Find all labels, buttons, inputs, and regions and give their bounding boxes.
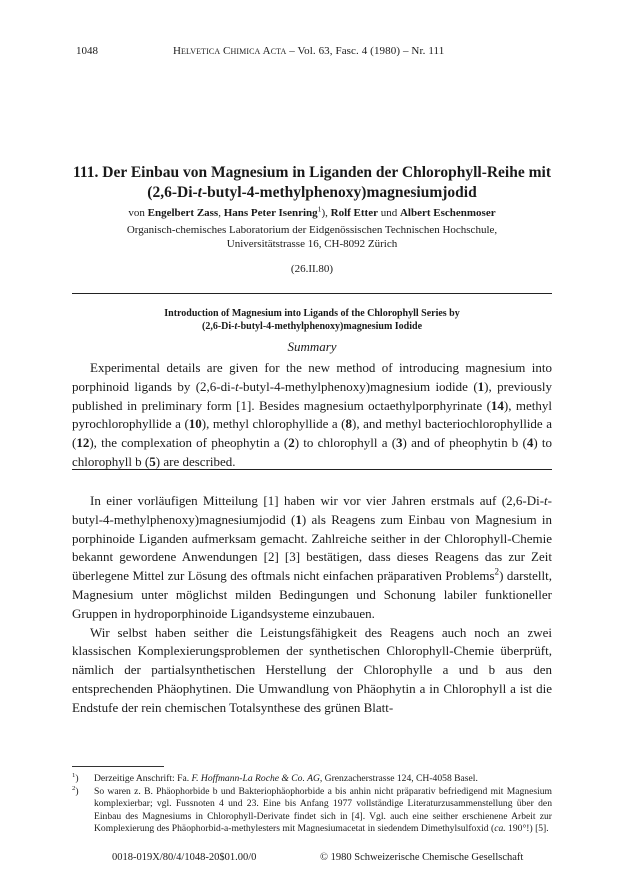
english-title-line: Introduction of Magnesium into Ligands of the Chlorophyll Series by bbox=[164, 308, 460, 319]
compound-number: 1 bbox=[295, 511, 302, 527]
page-number: 1048 bbox=[76, 45, 98, 57]
summary-run: -butyl-4-methylphenoxy)magnesium iodide ( bbox=[238, 378, 478, 394]
english-title-line bbox=[72, 320, 552, 333]
english-title-text: -butyl-4-methylphenoxy)magnesium Iodide bbox=[237, 321, 423, 332]
summary-run: ) to chlorophyll b ( bbox=[72, 435, 552, 469]
footnote-divider bbox=[72, 766, 164, 767]
received-date: (26.II.80) bbox=[290, 263, 334, 275]
summary-run: ), previously published in preliminary form [1]. Besides magnesium octaethylporphyrinate ( bbox=[72, 378, 552, 413]
article-title bbox=[72, 163, 552, 203]
title-italic: t bbox=[197, 184, 202, 201]
footnote-number: $^1$) bbox=[72, 771, 79, 784]
body-italic: t bbox=[544, 493, 548, 508]
body-run: ) als Reagens zum Einbau von Magnesium in porphinoide Liganden aufmerksam gemacht. Zahlreiche seither in der Chlorophyll-Chemie bekannt gewordene Anwendungen [2] [3] bestätigen, dass dieses Reagens das zur Zeit überlegene Mittel zur Lösung des oftmals nicht einfachen präparativen Problems bbox=[72, 511, 552, 584]
footnotes bbox=[72, 773, 552, 836]
footnote-1 bbox=[72, 773, 552, 786]
divider-bottom bbox=[72, 469, 552, 470]
compound-number: 8 bbox=[345, 416, 352, 432]
english-title-text: (2,6-Di- bbox=[201, 321, 235, 332]
summary-run: Experimental details are given for the new method of introducing magnesium into porphinoid ligands by (2,6-di- bbox=[72, 360, 552, 394]
footnote-run: Derzeitige Anschrift: Fa. bbox=[94, 773, 192, 784]
title-line-1: 111. Der Einbau von Magnesium in Liganden der Chlorophyll-Reihe mit bbox=[73, 164, 551, 181]
english-title-italic: t bbox=[234, 321, 238, 332]
summary-run: ), methyl chlorophyllide a ( bbox=[201, 416, 346, 432]
summary-run: ) are described. bbox=[155, 453, 236, 469]
author-separator: , bbox=[218, 207, 224, 219]
journal-citation bbox=[173, 45, 444, 57]
copyright-notice: © 1980 Schweizerische Chemische Gesellschaft bbox=[320, 852, 524, 863]
footnote-number: $^2$) bbox=[72, 784, 79, 797]
compound-number: 14 bbox=[490, 397, 504, 413]
title-line-2 bbox=[72, 183, 552, 203]
summary-run: ), methyl pyrochlorophyllide a ( bbox=[72, 397, 553, 432]
footnote-italic: F. Hoffmann-La Roche & Co. AG bbox=[191, 773, 320, 784]
author-separator: und bbox=[377, 207, 400, 219]
summary-run: ), and methyl bacteriochlorophyllide a ( bbox=[72, 416, 552, 451]
compound-number: 10 bbox=[188, 416, 202, 432]
title-text: (2,6-Di- bbox=[147, 184, 198, 201]
author-name: Engelbert Zass bbox=[147, 207, 219, 219]
journal-name: Helvetica Chimica Acta bbox=[173, 45, 287, 57]
body-paragraph-2: Wir selbst haben seither die Leistungsfähigkeit des Reagens auch noch an zwei klassischen Komplexierungsproblemen der synthetischen Chlorophyll-Chemie überprüft, nämlich der partialsynthetischen Herstellung der Chlorophylle a und b aus den entsprechenden Phäophytinen. Die Umwandlung von Phäophytin a in Chlorophyll a ist die Endstufe der rein chemischen Totalsynthese des grünen Blatt- bbox=[72, 624, 552, 715]
summary-text bbox=[72, 359, 552, 472]
footnote-run: So waren z. B. Phäophorbide b und Bakteriophäophorbide a bis anhin nicht präparativ befriedigend mit Magnesium komplexierbar; vgl. Fussnoten 4 und 23. Eine bis Anfang 1977 vollständige Literaturzusammenstellung über den Einbau des Magnesiums in Chlorophyll-Derivate findet sich in [4]. Vgl. auch eine seither erschienene Arbeit zur Komplexierung des Phäophorbid-a-methylesters mit Magnesiumacetat in siedendem Dimethylsulfoxid ( bbox=[94, 785, 552, 834]
summary-italic: t bbox=[235, 378, 239, 394]
journal-volume: – Vol. 63, Fasc. 4 (1980) – Nr. 111 bbox=[286, 45, 445, 57]
body-paragraph-1 bbox=[72, 492, 552, 624]
affiliation-line: Universitätstrasse 16, CH-8092 Zürich bbox=[226, 238, 398, 250]
author-name: Hans Peter Isenring bbox=[223, 207, 318, 219]
summary-run: ), the complexation of pheophytin a ( bbox=[89, 435, 289, 451]
divider-top bbox=[72, 293, 552, 294]
summary-heading: Summary bbox=[287, 339, 337, 354]
footnote-run: 190°!) [5]. bbox=[505, 823, 549, 834]
author-name: Rolf Etter bbox=[330, 207, 378, 219]
body-run: -butyl-4-methylphenoxy)magnesiumjodid ( bbox=[72, 493, 552, 527]
compound-number: 1 bbox=[477, 378, 485, 394]
body-text bbox=[72, 492, 552, 718]
compound-number: 5 bbox=[149, 453, 156, 469]
english-title bbox=[72, 307, 552, 333]
footnote-number-text: 2 bbox=[72, 784, 76, 792]
footnote-italic: ca. bbox=[494, 823, 506, 834]
body-run: ) darstellt, Magnesium unter möglichst milden Bedingungen und Schonung labiler funktioneller Gruppen in hydroporphinoide Ligandsysteme einzubauen. bbox=[72, 568, 552, 621]
affiliation bbox=[72, 223, 552, 251]
compound-number: 4 bbox=[526, 435, 534, 451]
summary-run: ) to chlorophyll a ( bbox=[294, 435, 397, 451]
author-list bbox=[72, 204, 552, 219]
footnote-mark-close: ) bbox=[321, 207, 326, 219]
compound-number: 2 bbox=[288, 435, 295, 451]
body-run: In einer vorläufigen Mitteilung [1] haben wir vor vier Jahren erstmals auf (2,6-Di- bbox=[90, 493, 545, 508]
article-code: 0018-019X/80/4/1048-20$01.00/0 bbox=[112, 852, 257, 863]
summary-paragraph bbox=[72, 359, 552, 472]
footnote-run: , Grenzacherstrasse 124, CH-4058 Basel. bbox=[319, 773, 478, 784]
author-name: Albert Eschenmoser bbox=[399, 207, 496, 219]
summary-run: ) and of pheophytin b ( bbox=[402, 435, 527, 451]
footnote-mark: 2 bbox=[494, 566, 500, 577]
compound-number: 3 bbox=[396, 435, 403, 451]
affiliation-line: Organisch-chemisches Laboratorium der Eidgenössischen Technischen Hochschule, bbox=[126, 224, 498, 236]
footnote-number-text: 1 bbox=[72, 771, 76, 779]
authors-prefix: von bbox=[128, 207, 148, 219]
footnote-mark: 1 bbox=[317, 204, 322, 214]
compound-number: 12 bbox=[76, 435, 90, 451]
author-separator: , bbox=[325, 207, 331, 219]
title-text: -butyl-4-methylphenoxy)magnesiumjodid bbox=[201, 184, 477, 201]
footnote-2 bbox=[72, 786, 552, 836]
